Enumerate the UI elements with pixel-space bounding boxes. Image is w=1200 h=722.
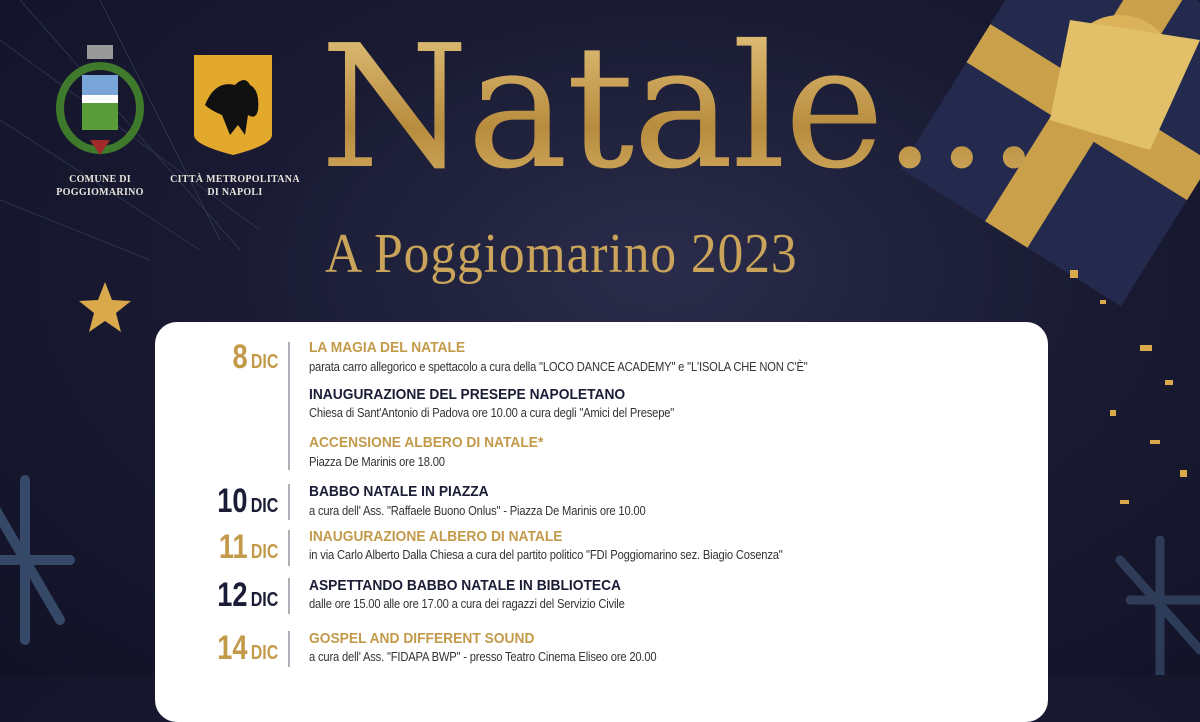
event-title: INAUGURAZIONE ALBERO DI NATALE [309, 528, 563, 545]
event-desc: dalle ore 15.00 alle ore 17.00 a cura dei ragazzi del Servizio Civile [309, 596, 625, 611]
comune-label: COMUNE DI [69, 174, 131, 185]
divider [288, 484, 290, 520]
horse-shield-icon [160, 55, 310, 155]
divider [288, 631, 290, 667]
event-desc: in via Carlo Alberto Dalla Chiesa a cura del partito politico "FDI Poggiomarino sez. Biagio Cosenza" [309, 547, 783, 562]
page-subtitle: A Poggiomarino 2023 [325, 223, 798, 285]
confetti-decoration [1070, 270, 1187, 504]
star-ornament-icon [79, 282, 131, 332]
divider [288, 578, 290, 614]
event-date: 10 DIC [216, 482, 278, 520]
event-desc: Chiesa di Sant'Antonio di Padova ore 10.00 a cura degli "Amici del Presepe" [309, 405, 675, 420]
citta-logo [160, 55, 310, 198]
event-title: ASPETTANDO BABBO NATALE IN BIBLIOTECA [309, 577, 622, 594]
event-desc: a cura dell' Ass. "Raffaele Buono Onlus" - Piazza De Marinis ore 10.00 [309, 503, 646, 518]
event-date: 12 DIC [216, 576, 278, 614]
snowflake-icon [0, 480, 70, 640]
event-desc: parata carro allegorico e spettacolo a cura della "LOCO DANCE ACADEMY" e "L'ISOLA CHE NON C'È" [309, 359, 808, 374]
citta-label: CITTÀ METROPOLITANA [170, 174, 300, 185]
comune-coat-of-arms-icon [55, 40, 145, 155]
divider [288, 530, 290, 566]
event-date: 11 DIC [218, 528, 278, 566]
citta-name: DI NAPOLI [207, 187, 263, 198]
comune-name: POGGIOMARINO [56, 187, 144, 198]
event-title: ACCENSIONE ALBERO DI NATALE* [309, 434, 544, 451]
event-desc: Piazza De Marinis ore 18.00 [309, 454, 445, 469]
event-date: 14 DIC [216, 629, 278, 667]
event-desc: a cura dell' Ass. "FIDAPA BWP" - presso Teatro Cinema Eliseo ore 20.00 [309, 649, 657, 664]
divider [288, 342, 290, 470]
event-date: 8 DIC [232, 338, 278, 376]
event-title: INAUGURAZIONE DEL PRESEPE NAPOLETANO [309, 386, 626, 403]
comune-logo [55, 40, 145, 198]
event-title: GOSPEL AND DIFFERENT SOUND [309, 630, 535, 647]
event-title: BABBO NATALE IN PIAZZA [309, 483, 489, 500]
page-title: Natale... [320, 9, 1039, 207]
event-title: LA MAGIA DEL NATALE [309, 339, 466, 356]
snowflake-icon [1120, 540, 1200, 675]
